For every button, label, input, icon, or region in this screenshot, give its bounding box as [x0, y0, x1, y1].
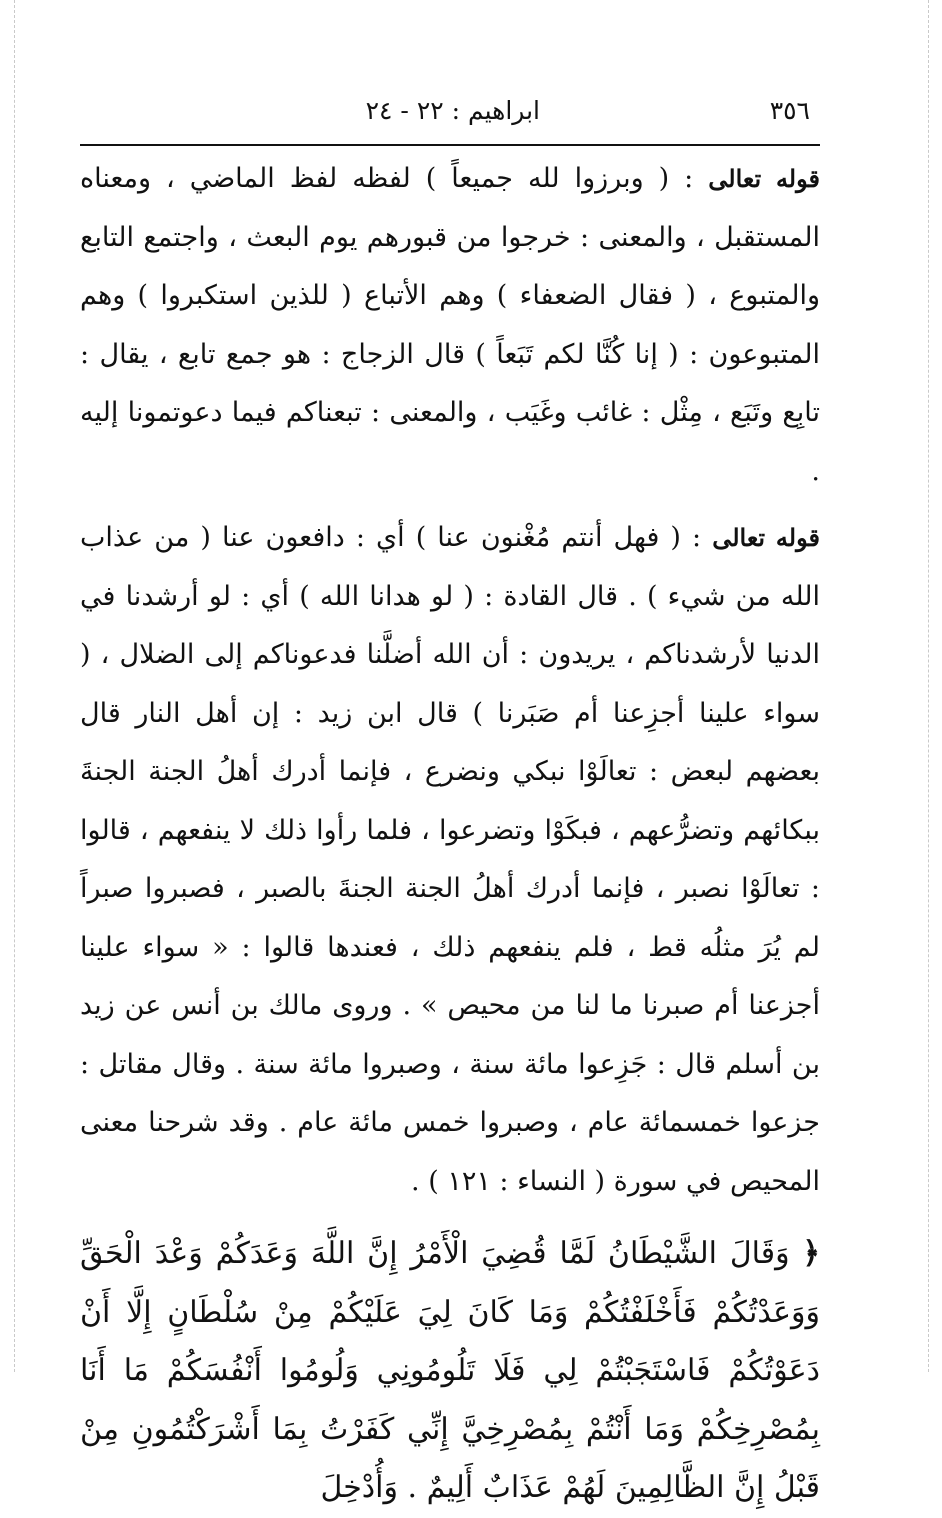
running-title: ابراهيم : ٢٢ - ٢٤	[365, 96, 540, 125]
paragraph-lead: قوله تعالى	[712, 523, 820, 552]
page-number: ٣٥٦	[769, 96, 810, 125]
verse-text: وَقَالَ الشَّيْطَانُ لَمَّا قُضِيَ الْأَمْرُ إِنَّ اللَّهَ وَعَدَكُمْ وَعْدَ الْحَقِّ وَوَعَدْتُكُمْ فَأَخْلَفْتُكُمْ وَمَا كَانَ لِيَ عَلَيْكُمْ مِنْ سُلْطَانٍ إِلَّا أَنْ دَعَوْتُكُمْ فَاسْتَجَبْتُمْ لِي فَلَا تَلُومُونِي وَلُومُوا أَنْفُسَكُمْ مَا أَنَا بِمُصْرِخِكُمْ وَمَا أَنْتُمْ بِمُصْرِخِيَّ إِنِّي كَفَرْتُ بِمَا أَشْرَكْتُمُونِ مِنْ قَبْلُ إِنَّ الظَّالِمِينَ لَهُمْ عَذَابٌ أَلِيمٌ . وَأُدْخِلَ	[80, 1236, 820, 1505]
paragraph-text: : ( فهل أنتم مُغْنون عنا ) أي : دافعون عنا ( من عذاب الله من شيء ) . قال القادة : ( لو هدانا الله ) أي : لو أرشدنا في الدنيا لأرشدناكم ، يريدون : أن الله أضلَّنا فدعوناكم إلى الضلال ، ( سواء علينا أجزِعنا أم صَبَرنا ) قال ابن زيد : إن أهل النار قال بعضهم لبعض : تعالَوْا نبكي ونضرع ، فإنما أدرك أهلُ الجنة الجنةَ ببكائهم وتضرُّعهم ، فبكَوْا وتضرعوا ، فلما رأوا ذلك لا ينفعهم ، قالوا : تعالَوْا نصبر ، فإنما أدرك أهلُ الجنة الجنةَ بالصبر ، فصبروا صبراً لم يُرَ مثلُه قط ، فلم ينفعهم ذلك ، فعندها قالوا : « سواء علينا أجزعنا أم صبرنا ما لنا من محيص » . وروى مالك بن أنس عن زيد بن أسلم قال : جَزِعوا مائة سنة ، وصبروا مائة سنة . وقال مقاتل : جزعوا خمسمائة عام ، وصبروا خمس مائة عام . وقد شرحنا معنى المحيص في سورة ( النساء : ١٢١ ) .	[80, 522, 820, 1197]
header-rule	[80, 144, 820, 146]
paragraph-2	[80, 509, 820, 1211]
page-header	[80, 92, 820, 132]
quran-verse	[80, 1225, 820, 1518]
paragraph-text: : ( وبرزوا لله جميعاً ) لفظه لفظ الماضي ، ومعناه المستقبل ، والمعنى : خرجوا من قبورهم يوم البعث ، واجتمع التابع والمتبوع ، ( فقال الضعفاء ) وهم الأتباع ( للذين استكبروا ) وهم المتبوعون : ( إنا كُنَّا لكم تَبَعاً ) قال الزجاج : هو جمع تابع ، يقال : تابِع وتَبَع ، مِثْل : غائب وغَيَب ، والمعنى : تبعناكم فيما دعوتمونا إليه .	[80, 163, 820, 487]
verse-bracket: ﴿	[802, 1236, 821, 1271]
body-text	[80, 150, 820, 1518]
paragraph-lead: قوله تعالى	[708, 164, 820, 193]
paragraph-1	[80, 150, 820, 501]
scan-edge-right	[928, 0, 929, 1372]
scan-edge-left	[14, 0, 15, 1372]
